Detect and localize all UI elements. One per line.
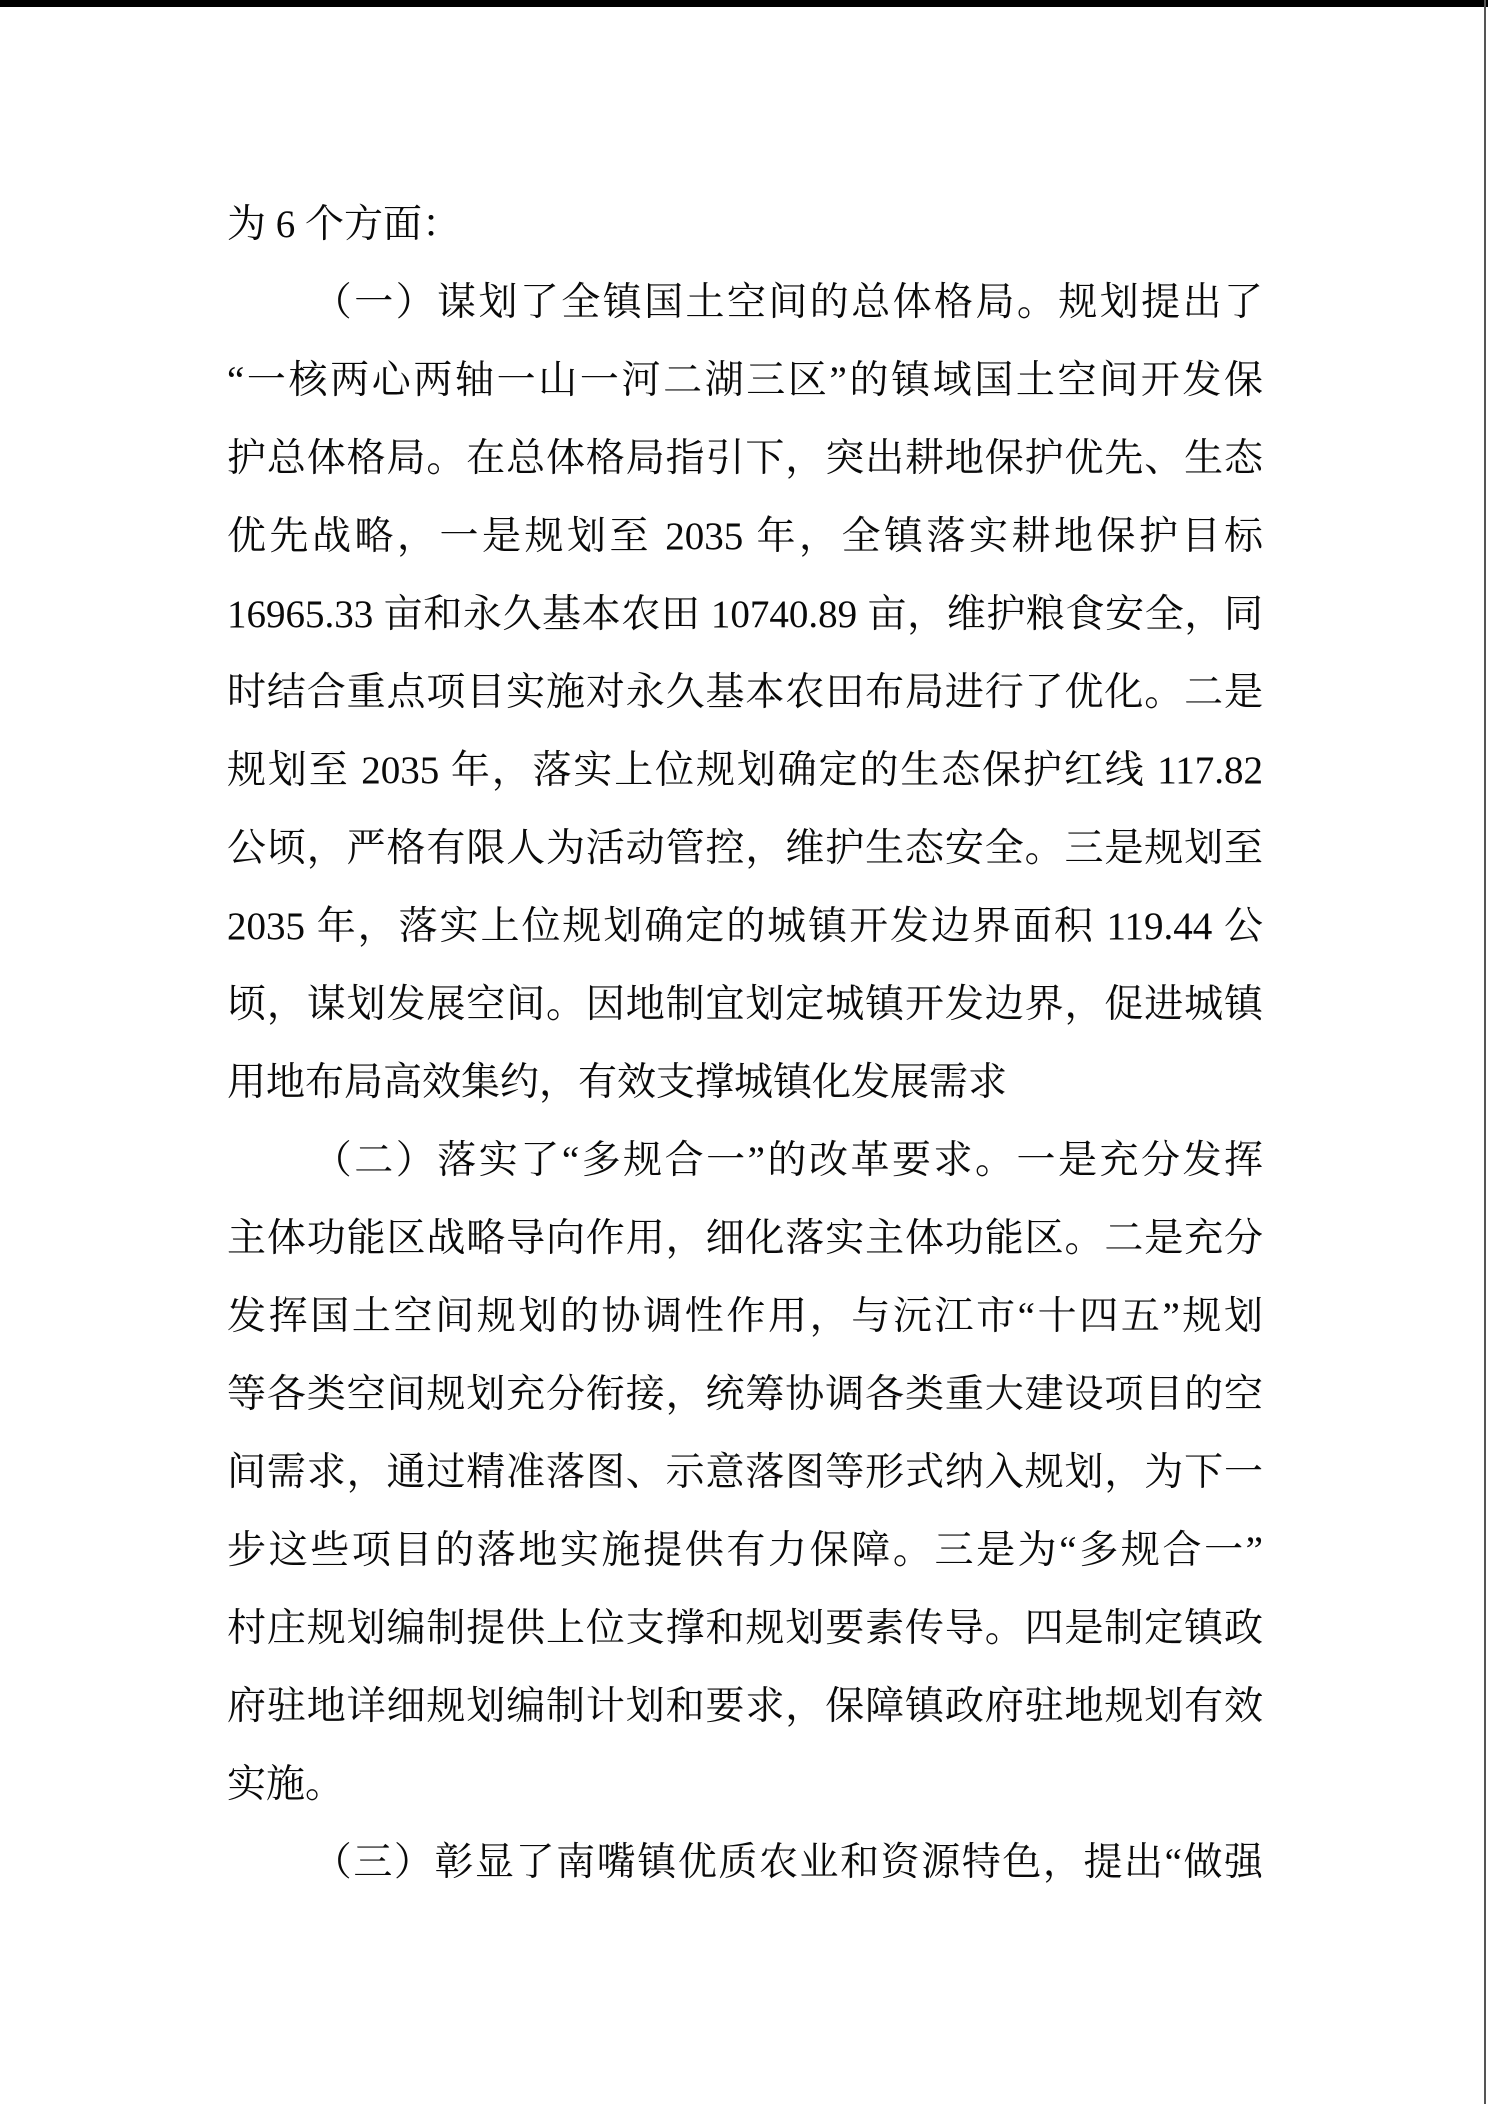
text-line: 村庄规划编制提供上位支撑和规划要素传导。四是制定镇政 <box>227 1607 1263 1650</box>
text-line: 间需求，通过精准落图、示意落图等形式纳入规划，为下一 <box>227 1451 1263 1494</box>
text-line: 主体功能区战略导向作用，细化落实主体功能区。二是充分 <box>227 1217 1263 1260</box>
text-line: 等各类空间规划充分衔接，统筹协调各类重大建设项目的空 <box>227 1373 1263 1416</box>
text-line: 府驻地详细规划编制计划和要求，保障镇政府驻地规划有效 <box>227 1685 1263 1728</box>
text-line: 16965.33 亩和永久基本农田 10740.89 亩，维护粮食安全，同 <box>227 593 1263 636</box>
top-edge-bar <box>0 0 1488 7</box>
text-line: （三）彰显了南嘴镇优质农业和资源特色，提出“做强 <box>312 1841 1263 1884</box>
text-line: 为 6 个方面： <box>227 203 462 246</box>
text-line: 步这些项目的落地实施提供有力保障。三是为“多规合一” <box>227 1529 1263 1572</box>
right-edge-line <box>1484 0 1486 2104</box>
text-line: 实施。 <box>227 1763 345 1806</box>
text-line: 护总体格局。在总体格局指引下，突出耕地保护优先、生态 <box>227 437 1263 480</box>
text-line: 2035 年，落实上位规划确定的城镇开发边界面积 119.44 公 <box>227 905 1263 948</box>
text-line: 用地布局高效集约，有效支撑城镇化发展需求 <box>227 1061 1008 1104</box>
document-body <box>227 186 1263 1902</box>
text-line: 发挥国土空间规划的协调性作用，与沅江市“十四五”规划 <box>227 1295 1263 1338</box>
text-line: 优先战略，一是规划至 2035 年，全镇落实耕地保护目标 <box>227 515 1263 558</box>
text-line: （一）谋划了全镇国土空间的总体格局。规划提出了 <box>312 281 1263 324</box>
text-line: 规划至 2035 年，落实上位规划确定的生态保护红线 117.82 <box>227 749 1263 792</box>
text-line: “一核两心两轴一山一河二湖三区”的镇域国土空间开发保 <box>227 359 1263 402</box>
text-line: 时结合重点项目实施对永久基本农田布局进行了优化。二是 <box>227 671 1263 714</box>
text-line: 顷，谋划发展空间。因地制宜划定城镇开发边界，促进城镇 <box>227 983 1263 1026</box>
text-line: （二）落实了“多规合一”的改革要求。一是充分发挥 <box>312 1139 1263 1182</box>
text-line: 公顷，严格有限人为活动管控，维护生态安全。三是规划至 <box>227 827 1263 870</box>
